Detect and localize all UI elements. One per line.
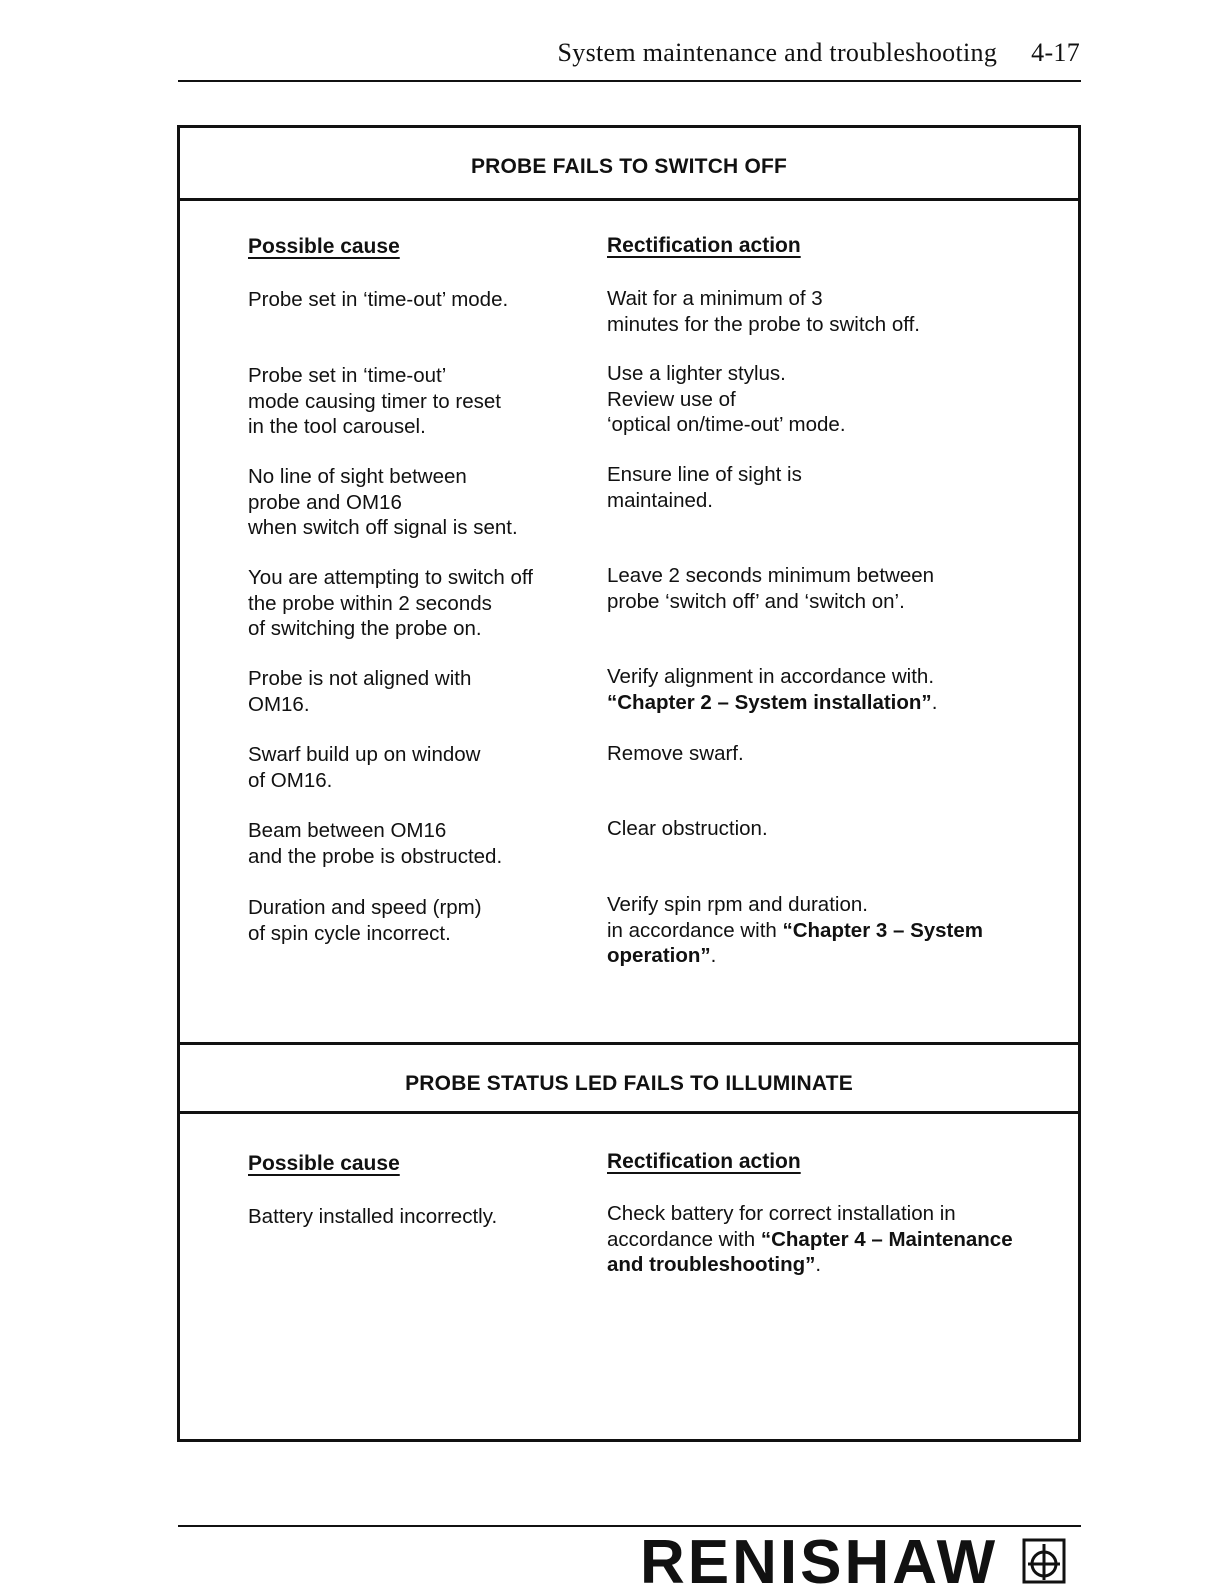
action-cell: Leave 2 seconds minimum between probe ‘switch off’ and ‘switch on’. [607, 564, 935, 613]
cause-heading: Possible cause [248, 1152, 400, 1175]
chapter-reference: “Chapter 4 – Maintenance and troubleshooting” [607, 1227, 1013, 1276]
section-rule [180, 1111, 1078, 1114]
cause-cell: Swarf build up on window of OM16. [248, 743, 481, 792]
section-title-led: PROBE STATUS LED FAILS TO ILLUMINATE [405, 1072, 853, 1095]
header-rule [178, 80, 1081, 82]
action-tail: . [710, 944, 717, 967]
running-head [178, 38, 1080, 74]
action-heading: Rectification action [607, 234, 801, 257]
cause-cell: Battery installed incorrectly. [248, 1205, 498, 1228]
cause-cell: Beam between OM16 and the probe is obstructed. [248, 819, 503, 868]
cause-cell: Probe set in ‘time-out’ mode. [248, 288, 509, 311]
logo-wordmark: RENISHAW [640, 1532, 999, 1584]
footer-rule [178, 1525, 1081, 1527]
section-title-switch-off: PROBE FAILS TO SWITCH OFF [470, 155, 788, 178]
cause-cell: Probe set in ‘time-out’ mode causing timer to reset in the tool carousel. [248, 364, 501, 438]
cause-heading: Possible cause [248, 235, 400, 258]
cause-cell: You are attempting to switch off the probe within 2 seconds of switching the probe on. [248, 566, 533, 640]
action-cell: Wait for a minimum of 3 minutes for the probe to switch off. [607, 287, 920, 336]
chapter-reference: “Chapter 2 – System installation” [607, 690, 932, 714]
section-rule [180, 1042, 1078, 1045]
action-heading: Rectification action [607, 1150, 801, 1173]
chapter-reference: “Chapter 3 – System operation” [607, 918, 984, 967]
section-rule [180, 198, 1078, 201]
action-cell: Remove swarf. [607, 742, 744, 765]
action-cell [607, 892, 983, 969]
troubleshooting-table [177, 125, 1081, 1442]
renishaw-emblem-icon [1022, 1538, 1066, 1584]
page-number: 4-17 [1031, 38, 1080, 67]
renishaw-logo [640, 1532, 1080, 1584]
cause-cell: Probe is not aligned with OM16. [248, 667, 472, 716]
cause-cell: No line of sight between probe and OM16 when switch off signal is sent. [248, 465, 518, 539]
action-cell [607, 1201, 1013, 1278]
action-text: Verify alignment in accordance with. [607, 665, 935, 688]
action-tail: . [931, 690, 938, 714]
chapter-title: System maintenance and troubleshooting [557, 38, 998, 67]
action-cell: Use a lighter stylus. Review use of ‘optical on/time-out’ mode. [607, 362, 846, 436]
action-cell [607, 664, 937, 715]
action-cell: Clear obstruction. [607, 817, 768, 840]
action-cell: Ensure line of sight is maintained. [607, 463, 802, 512]
action-text: Verify spin rpm and duration. in accordance with [607, 893, 868, 942]
cause-cell: Duration and speed (rpm) of spin cycle incorrect. [248, 896, 482, 945]
action-tail: . [815, 1253, 822, 1276]
action-text: Check battery for correct installation in accordance with [607, 1202, 956, 1251]
